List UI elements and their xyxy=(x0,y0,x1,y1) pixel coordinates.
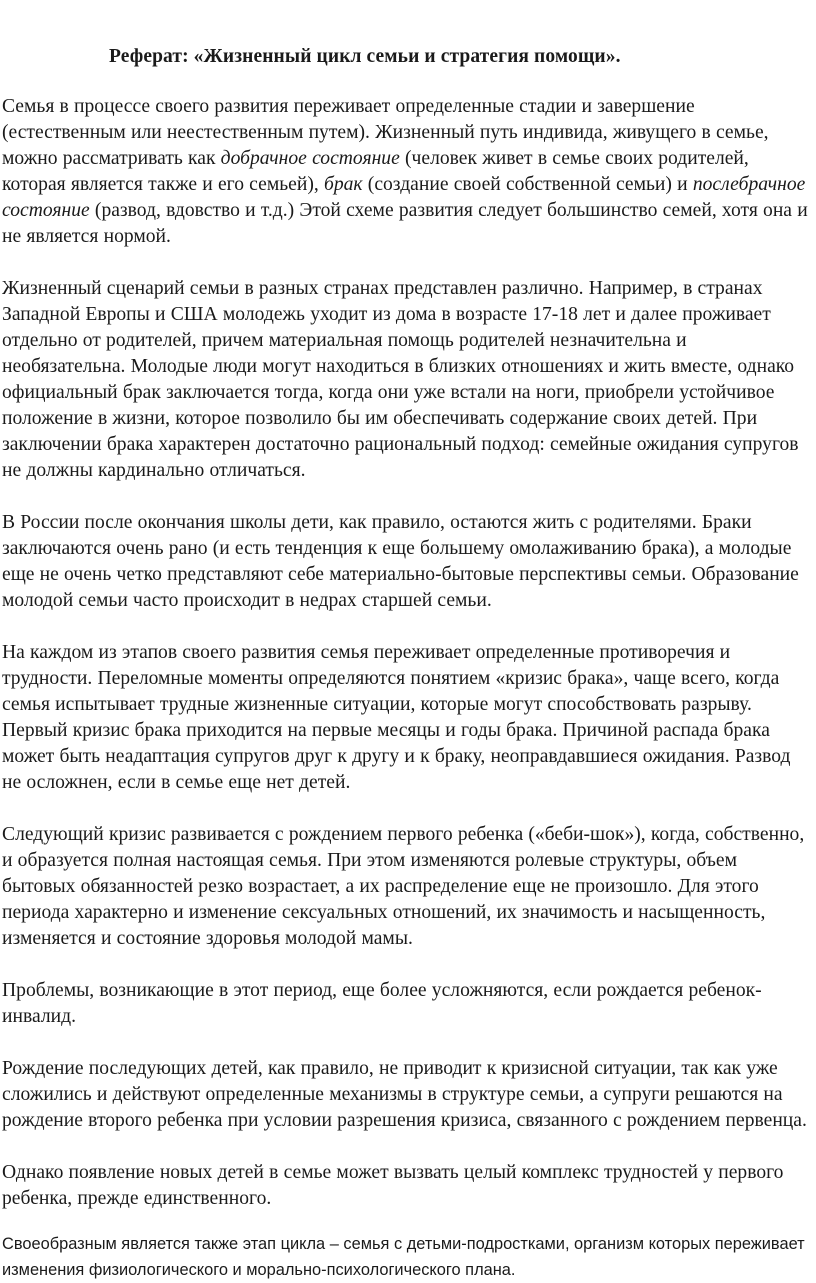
paragraph-russia: В России после окончания школы дети, как правило, остаются жить с родителями. Браки заключаются очень рано (и есть тенденция к еще большему омолаживанию брака), а молодые еще не очень четко представляют себе материально-бытовые перспективы семьи. Образование молодой семьи часто происходит в недрах старшей семьи. xyxy=(2,512,799,611)
italic-term-marriage: брак xyxy=(323,174,363,195)
text-run: (человек живет в семье своих родителей, которая является также и его семьей), xyxy=(2,148,749,195)
italic-term-postmarital: послебрачное состояние xyxy=(2,174,806,221)
paragraph-subsequent-children: Рождение последующих детей, как правило, не приводит к кризисной ситуации, так как уже сложились и действуют определенные механизмы в структуре семьи, а супруги решаются на рождение второго ребенка при условии разрешения кризиса, связанного с рождением первенца. xyxy=(2,1058,807,1131)
text-run: Семья в процессе своего развития переживает определенные стадии и завершение (естественным или неестественным путем). Жизненный путь индивида, живущего в семье, можно рассматривать как xyxy=(2,96,769,169)
paragraph-gap xyxy=(2,614,812,640)
paragraph-gap xyxy=(2,70,812,94)
text-run: (развод, вдовство и т.д.) Этой схеме развития следует большинство семей, хотя она и не является нормой. xyxy=(2,200,808,247)
paragraph-disabled-child: Проблемы, возникающие в этот период, еще более усложняются, если рождается ребенок-инвалид. xyxy=(2,980,762,1027)
italic-term-premarital: добрачное состояние xyxy=(220,148,400,169)
paragraph-gap xyxy=(2,1030,812,1056)
paragraph-gap xyxy=(2,484,812,510)
paragraph-gap xyxy=(2,250,812,276)
paragraph-marriage-crisis: На каждом из этапов своего развития семья переживает определенные противоречия и трудности. Переломные моменты определяются понятием «кризис брака», чаще всего, когда семья испытывает трудные жизненные ситуации, которые могут способствовать разрыву. Первый кризис брака приходится на первые месяцы и годы брака. Причиной распада брака может быть неадаптация супругов друг к другу и к браку, неоправдавшиеся ожидания. Развод не осложнен, если в семье еще нет детей. xyxy=(2,642,791,793)
paragraph-teenagers: Своеобразным является также этап цикла – семья с детьми-подростками, организм которых переживает изменения физиологического и морально-психологического плана. xyxy=(2,1235,805,1279)
document-title: Реферат: «Жизненный цикл семьи и стратегия помощи». xyxy=(109,46,621,67)
paragraph-family-stages xyxy=(2,94,812,250)
text-run: (создание своей собственной семьи) и xyxy=(362,174,693,195)
paragraph-gap xyxy=(2,796,812,822)
paragraph-first-child: Следующий кризис развивается с рождением первого ребенка («беби-шок»), когда, собственно, и образуется полная настоящая семья. При этом изменяются ролевые структуры, объем бытовых обязанностей резко возрастает, а их распределение еще не произошло. Для этого периода характерно и изменение сексуальных отношений, их значимость и насыщенность, изменяется и состояние здоровья молодой мамы. xyxy=(2,824,805,949)
paragraph-gap xyxy=(2,952,812,978)
paragraph-life-scenario: Жизненный сценарий семьи в разных странах представлен различно. Например, в странах Западной Европы и США молодежь уходит из дома в возрасте 17-18 лет и далее проживает отдельно от родителей, причем материальная помощь родителей незначительна и необязательна. Молодые люди могут находиться в близких отношениях и жить вместе, однако официальный брак заключается тогда, когда они уже встали на ноги, приобрели устойчивое положение в жизни, которое позволило бы им обеспечивать содержание своих детей. При заключении брака характерен достаточно рациональный подход: семейные ожидания супругов не должны кардинально отличаться. xyxy=(2,278,799,481)
paragraph-gap xyxy=(2,1134,812,1160)
paragraph-gap xyxy=(2,1212,812,1231)
paragraph-new-children: Однако появление новых детей в семье может вызвать целый комплекс трудностей у первого ребенка, прежде единственного. xyxy=(2,1162,784,1209)
